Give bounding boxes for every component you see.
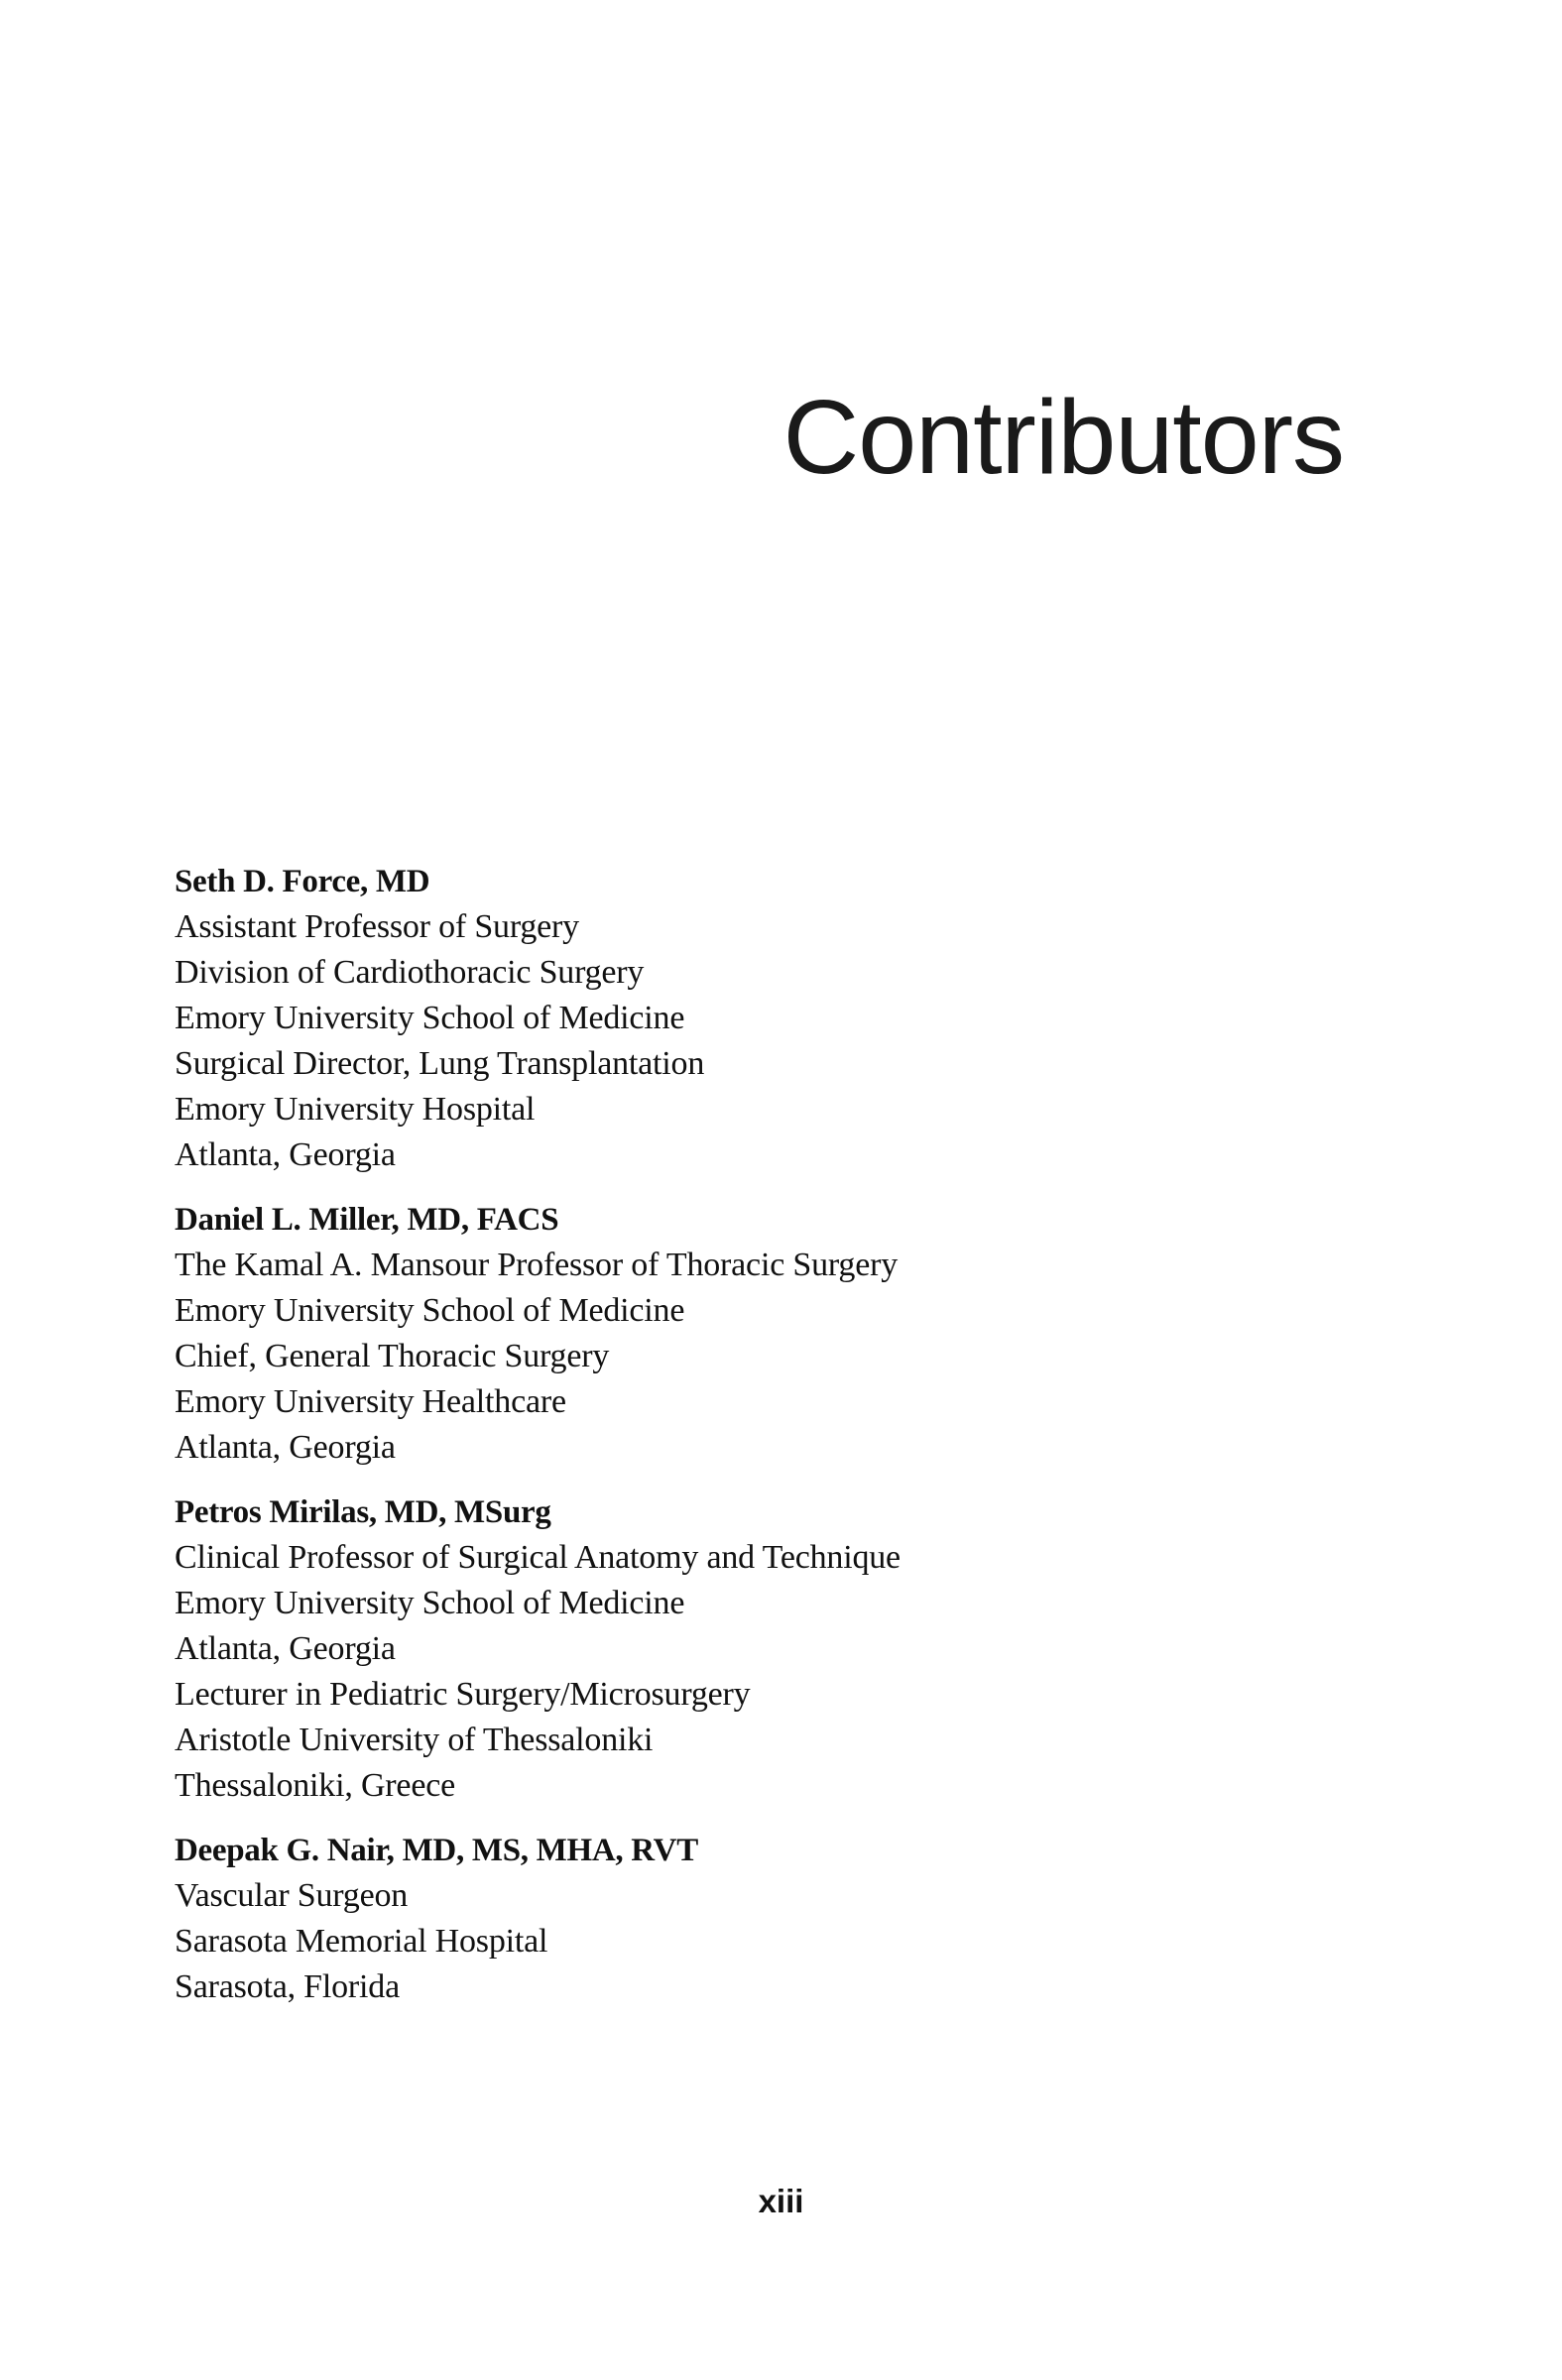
contributor-affiliation-line: Emory University Hospital — [175, 1091, 536, 1128]
contributor-affiliation-line: Chief, General Thoracic Surgery — [175, 1338, 610, 1374]
contributor-name: Daniel L. Miller, MD, FACS — [175, 1202, 559, 1238]
contributor-affiliation-line: Emory University Healthcare — [175, 1383, 566, 1420]
contributor-name: Seth D. Force, MD — [175, 864, 430, 899]
contributor-affiliation-line: Assistant Professor of Surgery — [175, 908, 579, 945]
contributor-affiliation-line: Clinical Professor of Surgical Anatomy and Technique — [175, 1539, 901, 1576]
contributor-affiliation-line: Atlanta, Georgia — [175, 1429, 396, 1466]
contributor-affiliation-line: Vascular Surgeon — [175, 1877, 409, 1914]
page-number: xiii — [758, 2183, 804, 2219]
contributor-entry — [175, 859, 1365, 1178]
page-title: Contributors — [782, 379, 1344, 496]
contributor-entry — [175, 1489, 1365, 1809]
contributor-affiliation-line: Atlanta, Georgia — [175, 1136, 396, 1173]
contributor-affiliation-line: Emory University School of Medicine — [175, 1292, 685, 1329]
contributor-entry — [175, 1197, 1365, 1471]
contributor-affiliation-line: Thessaloniki, Greece — [175, 1767, 455, 1804]
contributor-entry — [175, 1828, 1365, 2010]
contributor-name: Petros Mirilas, MD, MSurg — [175, 1494, 551, 1530]
contributor-affiliation-line: Lecturer in Pediatric Surgery/Microsurgery — [175, 1676, 751, 1713]
contributor-affiliation-line: Sarasota Memorial Hospital — [175, 1923, 548, 1960]
contributor-affiliation-line: Emory University School of Medicine — [175, 1585, 685, 1621]
contributor-affiliation-line: Atlanta, Georgia — [175, 1630, 396, 1667]
contributor-affiliation-line: Surgical Director, Lung Transplantation — [175, 1045, 705, 1082]
contributor-affiliation-line: Division of Cardiothoracic Surgery — [175, 954, 645, 991]
contributors-list — [175, 859, 1365, 2029]
contributor-affiliation-line: Emory University School of Medicine — [175, 1000, 685, 1036]
contributor-affiliation-line: The Kamal A. Mansour Professor of Thoracic Surgery — [175, 1247, 899, 1283]
contributor-name: Deepak G. Nair, MD, MS, MHA, RVT — [175, 1833, 698, 1868]
contributor-affiliation-line: Sarasota, Florida — [175, 1968, 400, 2005]
contributor-affiliation-line: Aristotle University of Thessaloniki — [175, 1722, 654, 1758]
